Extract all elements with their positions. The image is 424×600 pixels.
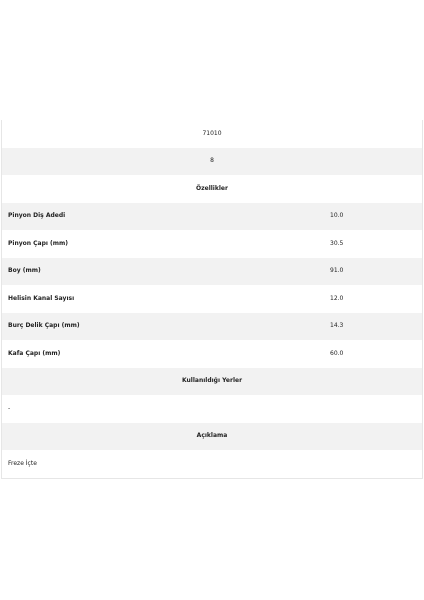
product-code: 71010: [202, 129, 222, 137]
feature-value: 30.5: [330, 239, 344, 247]
feature-label: Pinyon Çapı (mm): [8, 239, 68, 247]
usage-title: Kullanıldığı Yerler: [181, 377, 243, 385]
feature-row: [2, 230, 422, 258]
feature-value: 10.0: [330, 212, 344, 220]
feature-label: Burç Delik Çapı (mm): [8, 322, 80, 330]
product-number-row: [2, 148, 422, 176]
feature-value: 12.0: [330, 294, 344, 302]
usage-text: -: [8, 404, 11, 412]
feature-label: Helisin Kanal Sayısı: [8, 294, 75, 302]
feature-row: [2, 313, 422, 341]
feature-row: [2, 285, 422, 313]
description-row: [2, 450, 422, 478]
feature-label: Boy (mm): [8, 267, 41, 275]
features-header: [2, 175, 422, 203]
feature-row: [2, 203, 422, 231]
usage-header: [2, 368, 422, 396]
description-header: [2, 423, 422, 451]
features-title: Özellikler: [196, 184, 228, 192]
product-code-row: [2, 120, 422, 148]
feature-row: [2, 340, 422, 368]
feature-label: Pinyon Diş Adedi: [8, 212, 66, 220]
feature-label: Kafa Çapı (mm): [8, 349, 61, 357]
description-text: Freze İçte: [8, 459, 37, 467]
usage-row: [2, 395, 422, 423]
feature-value: 60.0: [330, 349, 344, 357]
spec-table: [1, 120, 423, 479]
description-title: Açıklama: [196, 432, 228, 440]
feature-value: 14.3: [330, 322, 344, 330]
feature-row: [2, 258, 422, 286]
product-number: 8: [210, 157, 214, 165]
feature-value: 91.0: [330, 267, 344, 275]
